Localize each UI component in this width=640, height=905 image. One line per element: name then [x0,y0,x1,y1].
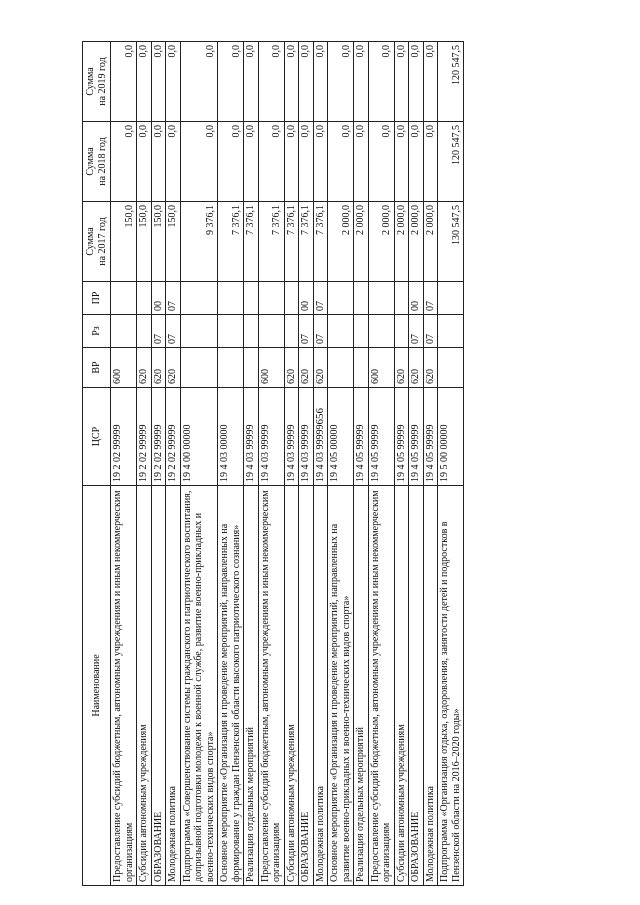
cell-sum-2018: 0,0 [299,122,314,202]
table-row [111,42,137,886]
cell-sum-2017: 9 376,1 [180,202,218,282]
cell-sum-2019: 0,0 [328,42,354,122]
cell-name: ОБРАЗОВАНИЕ [151,486,166,886]
table-row [438,42,464,886]
cell-pr: 00 [151,282,166,315]
cell-sum-2019: 0,0 [394,42,409,122]
cell-sum-2019: 0,0 [258,42,284,122]
cell-sum-2017: 7 376,1 [258,202,284,282]
cell-name: Подпрограмма «Организация отдыха, оздоровления, занятости детей и подростков в Пензенской области на 2016–2020 годы» [438,486,464,886]
cell-name: Предоставление субсидий бюджетным, автономным учреждениям и иным некоммерческим организациям [111,486,137,886]
cell-csr: 19 4 03 99999 [244,388,259,486]
cell-rz [218,315,244,348]
cell-sum-2019: 0,0 [409,42,424,122]
table-row [244,42,259,886]
table-row [151,42,166,886]
cell-sum-2017: 7 376,1 [218,202,244,282]
table-row [166,42,181,886]
cell-pr [284,282,299,315]
cell-vr: 620 [313,348,328,388]
cell-rz [258,315,284,348]
header-2018 [83,122,111,202]
cell-sum-2019: 0,0 [166,42,181,122]
cell-sum-2017: 7 376,1 [313,202,328,282]
header-2019 [83,42,111,122]
cell-sum-2017: 2 000,0 [423,202,438,282]
cell-csr: 19 2 02 99999 [137,388,152,486]
cell-sum-2018: 0,0 [368,122,394,202]
table-row [354,42,369,886]
cell-sum-2019: 0,0 [151,42,166,122]
cell-vr: 600 [368,348,394,388]
cell-sum-2019: 120 547,5 [438,42,464,122]
cell-csr: 19 4 05 99999 [394,388,409,486]
header-2018-line1: Сумма [85,147,96,176]
cell-pr [258,282,284,315]
table-row [409,42,424,886]
cell-csr: 19 2 02 99999 [111,388,137,486]
cell-pr [137,282,152,315]
cell-sum-2017: 7 376,1 [284,202,299,282]
cell-rz: 07 [151,315,166,348]
cell-name: Молодежная политика [423,486,438,886]
cell-pr: 00 [409,282,424,315]
cell-pr: 07 [423,282,438,315]
header-pr: ПР [83,282,111,315]
cell-sum-2017: 2 000,0 [354,202,369,282]
cell-sum-2019: 0,0 [218,42,244,122]
rotated-page-content [82,42,552,886]
cell-csr: 19 4 03 99999 [299,388,314,486]
cell-vr: 620 [394,348,409,388]
cell-csr: 19 4 03 99999 [284,388,299,486]
cell-name: Молодежная политика [313,486,328,886]
cell-sum-2017: 130 547,5 [438,202,464,282]
cell-sum-2019: 0,0 [111,42,137,122]
cell-sum-2019: 0,0 [423,42,438,122]
cell-name: Основное мероприятие «Организация и проведение мероприятий, направленных на формирование у граждан Пензенской области высокого патриотического сознания» [218,486,244,886]
cell-vr [354,348,369,388]
cell-sum-2018: 0,0 [180,122,218,202]
table-body [111,42,464,886]
cell-name: Субсидии автономным учреждениям [284,486,299,886]
cell-rz [137,315,152,348]
cell-csr: 19 5 00 00000 [438,388,464,486]
table-header-row [83,42,111,886]
table-row [137,42,152,886]
cell-pr [244,282,259,315]
budget-table [82,41,464,886]
cell-pr [328,282,354,315]
cell-sum-2017: 7 376,1 [244,202,259,282]
table-row [180,42,218,886]
header-2019-line2: на 2019 год [96,57,108,106]
cell-csr: 19 4 05 99999 [409,388,424,486]
cell-pr [218,282,244,315]
cell-vr: 620 [137,348,152,388]
cell-sum-2018: 0,0 [218,122,244,202]
cell-sum-2018: 0,0 [354,122,369,202]
cell-name: Подпрограмма «Совершенствование системы гражданского и патриотического воспитания, допризывной подготовки молодежи к военной службе, развитие военно-прикладных и военно-технических видов спорта» [180,486,218,886]
cell-pr: 07 [313,282,328,315]
cell-sum-2019: 0,0 [244,42,259,122]
cell-sum-2017: 2 000,0 [328,202,354,282]
header-csr: ЦСР [83,388,111,486]
cell-name: Предоставление субсидий бюджетным, автономным учреждениям и иным некоммерческим организациям [258,486,284,886]
cell-rz [244,315,259,348]
cell-rz [328,315,354,348]
cell-sum-2017: 150,0 [137,202,152,282]
cell-sum-2018: 0,0 [409,122,424,202]
cell-sum-2018: 0,0 [244,122,259,202]
header-2018-line2: на 2018 год [96,137,108,186]
cell-rz [438,315,464,348]
cell-sum-2017: 150,0 [166,202,181,282]
cell-csr: 19 4 03 99999 [313,388,328,486]
cell-csr: 19 2 02 99999 [151,388,166,486]
cell-vr [218,348,244,388]
cell-sum-2019: 0,0 [137,42,152,122]
table-row [423,42,438,886]
cell-name: ОБРАЗОВАНИЕ [409,486,424,886]
cell-pr: 07 [166,282,181,315]
cell-rz: 07 [423,315,438,348]
cell-sum-2018: 0,0 [313,122,328,202]
cell-vr: 620 [166,348,181,388]
cell-sum-2018: 0,0 [166,122,181,202]
header-name: Наименование [83,486,111,886]
cell-vr [438,348,464,388]
table-row [299,42,314,886]
cell-csr: 19 4 05 99999 [354,388,369,486]
cell-rz: 07 [299,315,314,348]
table-row [394,42,409,886]
cell-rz: 07 [409,315,424,348]
cell-sum-2019: 0,0 [180,42,218,122]
cell-sum-2018: 120 547,5 [438,122,464,202]
cell-name: Предоставление субсидий бюджетным, автономным учреждениям и иным некоммерческим организациям [368,486,394,886]
cell-csr: 19 2 02 99999 [166,388,181,486]
cell-name: Реализация отдельных мероприятий [354,486,369,886]
cell-sum-2017: 2 000,0 [394,202,409,282]
cell-rz: 07 [166,315,181,348]
cell-name: ОБРАЗОВАНИЕ [299,486,314,886]
cell-name: Субсидии автономным учреждениям [137,486,152,886]
cell-csr: 19 4 03 00000 [218,388,244,486]
cell-vr: 620 [299,348,314,388]
cell-pr [354,282,369,315]
table-row [313,42,328,886]
cell-rz: 07 [313,315,328,348]
cell-rz [284,315,299,348]
cell-sum-2018: 0,0 [258,122,284,202]
table-row [328,42,354,886]
cell-sum-2018: 0,0 [328,122,354,202]
header-2017-line1: Сумма [85,227,96,256]
cell-rz [354,315,369,348]
cell-vr: 620 [423,348,438,388]
cell-csr: 19 4 05 00000 [328,388,354,486]
cell-sum-2018: 0,0 [284,122,299,202]
cell-sum-2018: 0,0 [151,122,166,202]
cell-sum-2018: 0,0 [137,122,152,202]
cell-sum-2017: 2 000,0 [409,202,424,282]
cell-csr: 19 4 05 99999 [368,388,394,486]
cell-name: Молодежная политика [166,486,181,886]
cell-name: Основное мероприятие «Организация и проведение мероприятий, направленных на развитие военно-прикладных и военно-технических видов спорта» [328,486,354,886]
cell-rz [394,315,409,348]
table-row [368,42,394,886]
table-row [258,42,284,886]
cell-sum-2019: 0,0 [368,42,394,122]
cell-pr [368,282,394,315]
table-row [218,42,244,886]
table-row [284,42,299,886]
cell-pr [180,282,218,315]
cell-sum-2017: 2 000,0 [368,202,394,282]
cell-pr [111,282,137,315]
cell-sum-2019: 0,0 [354,42,369,122]
cell-pr [394,282,409,315]
cell-csr: 19 4 00 00000 [180,388,218,486]
cell-sum-2018: 0,0 [423,122,438,202]
header-2017-line2: на 2017 год [96,217,108,266]
cell-sum-2019: 0,0 [299,42,314,122]
cell-sum-2019: 0,0 [284,42,299,122]
cell-csr: 19 4 03 99999 [258,388,284,486]
cell-sum-2018: 0,0 [111,122,137,202]
cell-rz [368,315,394,348]
cell-sum-2017: 150,0 [111,202,137,282]
cell-vr: 600 [111,348,137,388]
header-vr: ВР [83,348,111,388]
cell-csr: 19 4 05 99999 [423,388,438,486]
header-2019-line1: Сумма [85,67,96,96]
cell-vr: 620 [409,348,424,388]
cell-vr: 620 [151,348,166,388]
cell-vr [244,348,259,388]
cell-rz [111,315,137,348]
cell-pr: 00 [299,282,314,315]
cell-sum-2018: 0,0 [394,122,409,202]
page-number: 656 [314,408,326,425]
cell-vr [180,348,218,388]
header-rz: Рз [83,315,111,348]
cell-sum-2017: 7 376,1 [299,202,314,282]
cell-vr: 620 [284,348,299,388]
cell-rz [180,315,218,348]
header-2017 [83,202,111,282]
cell-name: Реализация отдельных мероприятий [244,486,259,886]
cell-sum-2019: 0,0 [313,42,328,122]
cell-name: Субсидии автономным учреждениям [394,486,409,886]
cell-vr: 600 [258,348,284,388]
cell-pr [438,282,464,315]
cell-sum-2017: 150,0 [151,202,166,282]
cell-vr [328,348,354,388]
